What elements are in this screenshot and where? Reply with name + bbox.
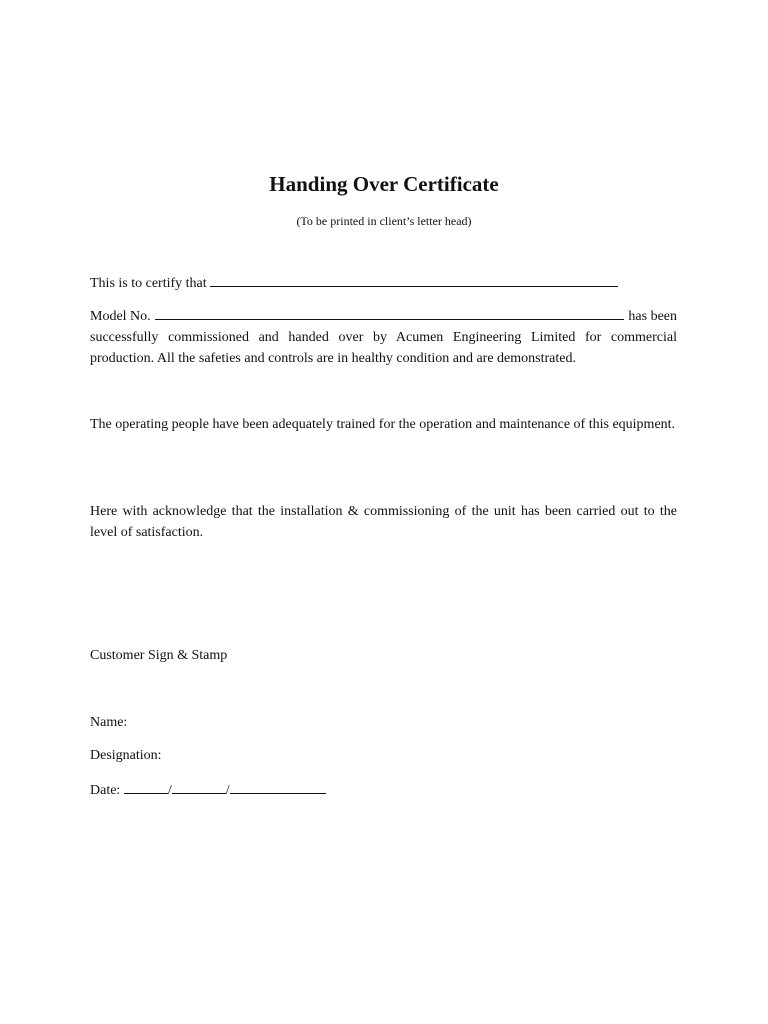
model-suffix: has been — [628, 309, 677, 324]
training-paragraph: The operating people have been adequately trained for the operation and maintenance of this equipment. — [90, 417, 676, 432]
date-year-blank — [230, 779, 326, 794]
certify-blank — [210, 272, 618, 287]
date-separator-2: / — [225, 783, 230, 798]
model-row — [90, 305, 677, 327]
commission-text: successfully commissioned and handed over by Acumen Engineering Limited for commercial production. All the safeties and controls are in healthy condition and are demonstrated. — [90, 330, 677, 366]
certify-line — [90, 272, 677, 294]
acknowledge-paragraph: Here with acknowledge that the installation & commissioning of the unit has been carried out to the level of satisfaction. — [90, 504, 677, 540]
name-label: Name: — [90, 715, 128, 730]
date-row — [90, 779, 326, 801]
page-title: Handing Over Certificate — [269, 172, 499, 196]
date-label: Date: — [90, 783, 121, 798]
date-month-blank — [172, 779, 226, 794]
date-separator-1: / — [167, 783, 172, 798]
designation-label: Designation: — [90, 748, 162, 763]
certify-prefix: This is to certify that — [90, 276, 207, 291]
model-prefix: Model No. — [90, 309, 151, 324]
date-day-blank — [124, 779, 168, 794]
customer-sign-label: Customer Sign & Stamp — [90, 648, 228, 663]
page-subtitle: (To be printed in client’s letter head) — [296, 214, 472, 228]
commission-paragraph — [90, 305, 677, 369]
model-blank — [155, 305, 625, 320]
